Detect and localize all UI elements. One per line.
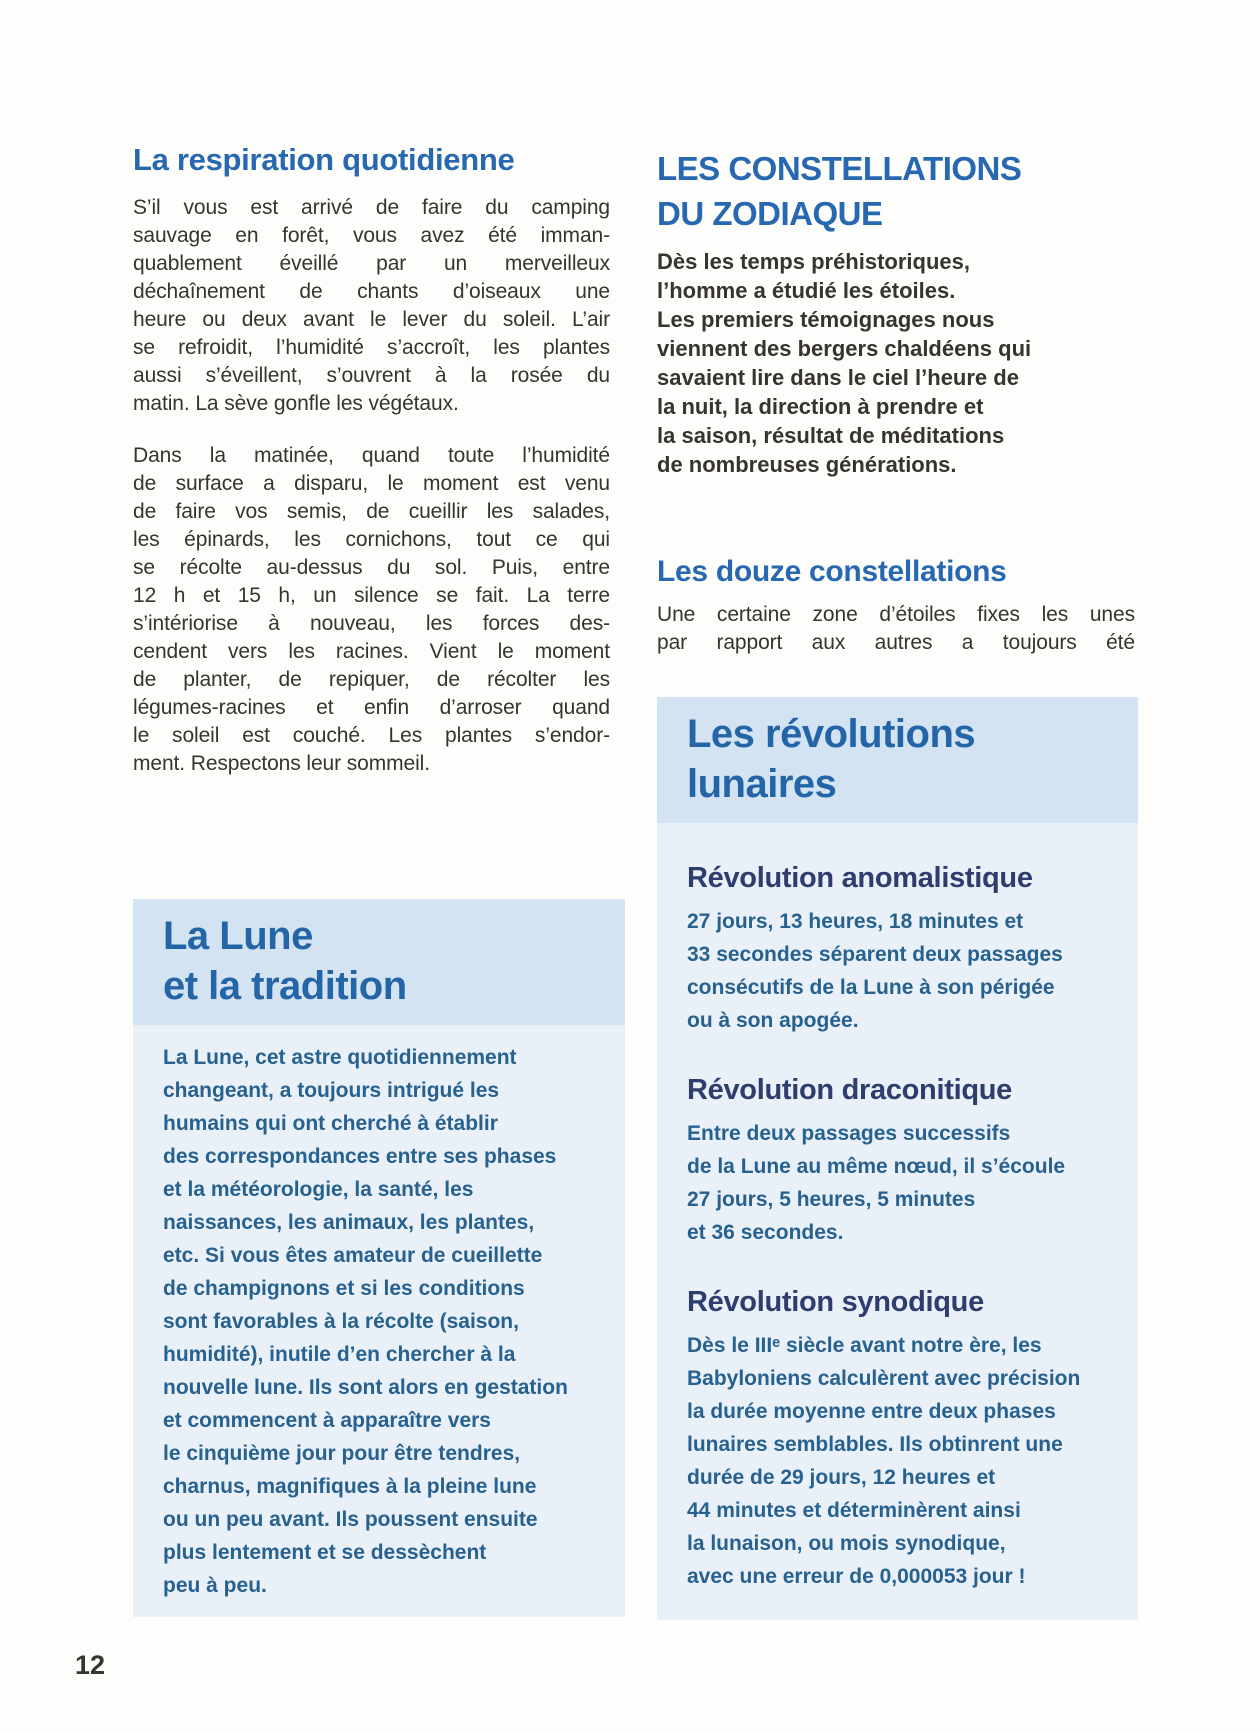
paragraph-respiration-1: S’il vous est arrivé de faire du camping sauvage en forêt, vous avez été imman- quablement éveillé par un merveilleux déchaînement de chants d’oiseaux une heure ou deux avant le lever du soleil. L’air se refroidit, l’humidité s’accroît, les plantes aussi s’éveillent, s’ouvrent à la rosée du matin. La sève gonfle les végétaux. bbox=[133, 196, 610, 415]
section-revolution-draconitique bbox=[687, 1073, 1120, 1249]
section-revolution-synodique bbox=[687, 1285, 1120, 1593]
heading-constellations-zodiaque: LES CONSTELLATIONS DU ZODIAQUE bbox=[657, 150, 1022, 232]
subheading-revolution-anomalistique: Révolution anomalistique bbox=[687, 862, 1033, 894]
paragraph-douze-constellations: Une certaine zone d’étoiles fixes les unes par rapport aux autres a toujours été bbox=[657, 603, 1135, 654]
paragraph-respiration-2: Dans la matinée, quand toute l’humidité de surface a disparu, le moment est venu de faire vos semis, de cueillir les salades, les épinards, les cornichons, tout ce qui se récolte au-dessus du sol. Puis, entre 12 h et 15 h, un silence se fait. La terre s’intériorise à nouveau, les forces des- cendent vers les racines. Vient le moment de planter, de repiquer, de récolter les légumes-racines et enfin d’arroser quand le soleil est couché. Les plantes s’endor- ment. Respectons leur sommeil. bbox=[133, 444, 610, 775]
box-title-revolutions-lunaires: Les révolutions lunaires bbox=[657, 697, 1138, 823]
text-revolution-anomalistique: 27 jours, 13 heures, 18 minutes et 33 secondes séparent deux passages consécutifs de la Lune à son périgée ou à son apogée. bbox=[687, 910, 1063, 1032]
box-revolutions-lunaires bbox=[657, 697, 1138, 1620]
box-title-la-lune-et-la-tradition: La Lune et la tradition bbox=[133, 899, 625, 1025]
box-la-lune-et-la-tradition bbox=[133, 899, 625, 1617]
section-revolution-anomalistique bbox=[687, 861, 1120, 1037]
paragraph-constellations-intro: Dès les temps préhistoriques, l’homme a étudié les étoiles. Les premiers témoignages nous viennent des bergers chaldéens qui savaient lire dans le ciel l’heure de la nuit, la direction à prendre et la saison, résultat de méditations de nombreuses générations. bbox=[657, 249, 1032, 477]
page-number: 12 bbox=[75, 1650, 106, 1680]
subheading-revolution-draconitique: Révolution draconitique bbox=[687, 1074, 1013, 1106]
text-revolution-draconitique: Entre deux passages successifs de la Lune au même nœud, il s’écoule 27 jours, 5 heures, 5 minutes et 36 secondes. bbox=[687, 1122, 1066, 1244]
heading-douze-constellations: Les douze constellations bbox=[657, 555, 1007, 588]
subheading-revolution-synodique: Révolution synodique bbox=[687, 1286, 984, 1318]
heading-respiration-quotidienne: La respiration quotidienne bbox=[133, 142, 515, 177]
text-revolution-synodique: Dès le IIIᵉ siècle avant notre ère, les Babyloniens calculèrent avec précision la durée moyenne entre deux phases lunaires semblables. Ils obtinrent une durée de 29 jours, 12 heures et 44 minutes et déterminèrent ainsi la lunaison, ou mois synodique, avec une erreur de 0,000053 jour ! bbox=[687, 1334, 1081, 1588]
box-body-la-lune-et-la-tradition: La Lune, cet astre quotidiennement changeant, a toujours intrigué les humains qui ont cherché à établir des correspondances entre ses phases et la météorologie, la santé, les naissances, les animaux, les plantes, etc. Si vous êtes amateur de cueillette de champignons et si les conditions sont favorables à la récolte (saison, humidité), inutile d’en chercher à la nouvelle lune. Ils sont alors en gestation et commencent à apparaître vers le cinquième jour pour être tendres, charnus, magnifiques à la pleine lune ou un peu avant. Ils poussent ensuite plus lentement et se dessèchent peu à peu. bbox=[163, 1046, 568, 1597]
